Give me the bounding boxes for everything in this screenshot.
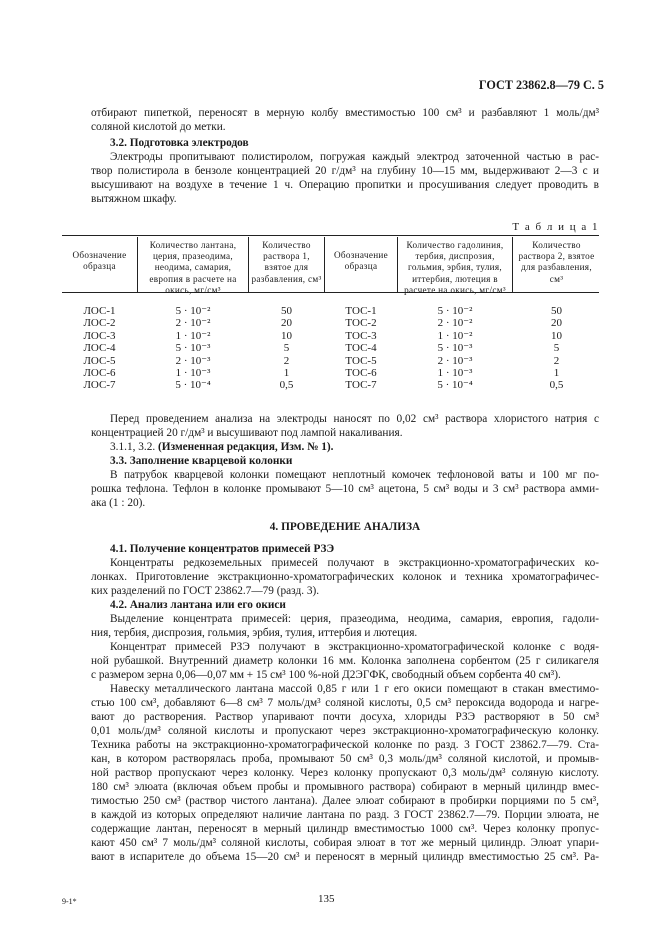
table-cell: 1 · 10⁻³ xyxy=(437,367,473,379)
text-line: Перед проведением анализа на электроды наносят по 0,02 см³ раствора хлористого натрия с xyxy=(110,413,599,425)
table-cell: 2 · 10⁻² xyxy=(437,317,473,330)
text-line: вают до растворения. Раствор упаривают почти досуха, хлориды РЗЭ растворяют в 50 см³ xyxy=(91,711,599,723)
table-header-cell: Обозначение образца xyxy=(333,250,389,272)
section-heading-4-2: 4.2. Анализ лантана или его окиси xyxy=(110,599,286,611)
table-cell: 1 xyxy=(553,367,560,379)
chapter-heading-4: 4. ПРОВЕДЕНИЕ АНАЛИЗА xyxy=(269,521,421,533)
text-line: отбирают пипеткой, переносят в мерную колбу вместимостью 100 см³ и разбавляют 1 моль/дм³ xyxy=(91,107,599,119)
text-line: ной рубашкой. Внутренний диаметр колонки 16 мм. Колонка заполнена сорбентом (25 г силикагеля xyxy=(91,655,599,667)
table-cell: 20 xyxy=(551,317,562,330)
table-cell: ТОС-5 xyxy=(345,354,377,367)
text-line: лонках. Приготовление экстракционно-хроматографических колонок и техника хроматографичес- xyxy=(91,571,599,583)
table-cell: ЛОС-3 xyxy=(83,329,116,342)
text-line: содержащие лантан, переносят в мерный цилиндр вместимостью 1000 см³. Через колонку пропус- xyxy=(91,823,599,835)
table-cell: 5 · 10⁻³ xyxy=(437,342,473,355)
text-line: Концентрат примесей РЗЭ получают в экстракционно-хроматографической колонке с водя- xyxy=(110,641,599,653)
table-cell: 2 xyxy=(553,354,560,367)
table-cell: ТОС-2 xyxy=(345,317,377,330)
text-line: в каждой из которых определяют наличие лантана по разд. 3 ГОСТ 23862.7—79. Порции элюата, не xyxy=(91,809,599,821)
table-cell: 2 · 10⁻² xyxy=(175,317,211,330)
table-cell: 50 xyxy=(551,305,562,317)
table-cell: 5 · 10⁻² xyxy=(175,305,211,317)
text-line: высушивают на воздухе в течение 1 ч. Операцию пропитки и просушивания следует проводить в xyxy=(91,179,599,191)
text-line: Электроды пропитывают полистиролом, погружая каждый электрод заточенной частью в рас- xyxy=(110,151,599,163)
table-cell: 5 · 10⁻² xyxy=(437,305,473,317)
table-cell: 2 · 10⁻³ xyxy=(175,354,211,367)
text-line: с размером зерна 0,06—0,07 мм + 15 см³ 100 %-ной Д2ЭГФК, свободный объем сорбента 40 см³). xyxy=(91,669,561,681)
section-heading-3-3: 3.3. Заполнение кварцевой колонки xyxy=(110,455,293,467)
text-line: соляной кислотой до метки. xyxy=(91,121,226,133)
page-number: 135 xyxy=(318,893,335,905)
text-line: твор полистирола в бензоле концентрацией 20 г/дм³ на глубину 10—15 мм, выдерживают 2—3 с и xyxy=(91,165,599,177)
section-heading-4-1: 4.1. Получение концентратов примесей РЗЭ xyxy=(110,543,335,555)
text-line: Навеску металлического лантана массой 0,85 г или 1 г его окиси помещают в стакан вместимо- xyxy=(110,683,599,695)
table-cell: 0,5 xyxy=(279,379,294,392)
text-line: кают 450 см³ 7 моль/дм³ соляной кислоты, собирая элюат в тот же мерный цилиндр. Элюат упари- xyxy=(91,837,599,849)
table-cell: ЛОС-6 xyxy=(83,367,116,379)
table-top-rule xyxy=(62,235,599,236)
text-line: Концентраты редкоземельных примесей получают в экстракционно-хроматографических ко- xyxy=(110,557,599,569)
text-line: вытяжном шкафу. xyxy=(91,193,177,205)
table-cell: ТОС-1 xyxy=(345,305,377,317)
table-header-cell: Количество раствора 2, взятое для разбавления, см³ xyxy=(518,240,595,284)
amendment-ref: 3.1.1, 3.2. xyxy=(110,441,156,453)
amendment-text: (Измененная редакция, Изм. № 1). xyxy=(158,441,334,453)
table-cell: ЛОС-5 xyxy=(83,354,116,367)
section-heading-3-2: 3.2. Подготовка электродов xyxy=(110,137,249,149)
table-header-cell: Количество гадолиния, тербия, диспрозия, гольмия, эрбия, тулия, иттербия, лютеция в расчете на окись, мг/см³ xyxy=(404,240,506,295)
table-column-divider xyxy=(248,237,249,292)
table-column-divider xyxy=(397,237,398,292)
table-cell: 1 · 10⁻² xyxy=(437,329,473,342)
table-cell: ЛОС-1 xyxy=(83,305,116,317)
table-cell: 5 · 10⁻⁴ xyxy=(437,379,473,392)
table-cell: 50 xyxy=(281,305,292,317)
table-header-cell: Обозначение образца xyxy=(72,250,127,272)
text-line: рошка тефлона. Тефлон в колонке промывают 5—10 см³ ацетона, 5 см³ воды и 3 см³ раствора амми- xyxy=(91,483,599,495)
text-line: В патрубок кварцевой колонки помещают неплотный комочек тефлоновой ваты и 100 мг по- xyxy=(110,469,599,481)
text-line: ной раствор пропускают через колонку. Через колонку пропускают 0,3 моль/дм³ соляную кислоту. xyxy=(91,767,599,779)
table-cell: 1 xyxy=(283,367,290,379)
table-cell: ЛОС-7 xyxy=(83,379,116,392)
text-line: стью 100 см³, добавляют 6—8 см³ 7 моль/дм³ соляной кислоты, 0,5 см³ пероксида водорода и нагре- xyxy=(91,697,599,709)
table-column-divider xyxy=(512,237,513,292)
table-cell: ТОС-3 xyxy=(345,329,377,342)
table-cell: ТОС-7 xyxy=(345,379,377,392)
amendment-note xyxy=(110,441,599,455)
text-line: тимостью 250 см³ (раствор чистого лантана). Далее элюат собирают в пробирки порциями по 5 см³, xyxy=(91,795,599,807)
table-header-cell: Количество раствора 1, взятое для разбавления, см³ xyxy=(251,240,322,284)
text-line: концентрацией 20 г/дм³ и высушивают под лампой накаливания. xyxy=(91,427,403,439)
table-cell: ЛОС-2 xyxy=(83,317,116,330)
table-cell: 2 · 10⁻³ xyxy=(437,354,473,367)
print-mark: 9-1* xyxy=(62,897,77,906)
text-line: 0,01 моль/дм³ соляной кислоты и пропускают через экстракционно-хроматографическую колонку. xyxy=(91,725,599,737)
table-cell: 5 · 10⁻⁴ xyxy=(175,379,211,392)
text-line: вают в испарителе до объема 15—20 см³ и переносят в мерный цилиндр вместимостью 25 см³. Ра- xyxy=(91,851,599,863)
table-cell: 1 · 10⁻³ xyxy=(175,367,211,379)
table-cell: 10 xyxy=(551,329,562,342)
table-cell: 0,5 xyxy=(549,379,564,392)
running-header: ГОСТ 23862.8—79 С. 5 xyxy=(478,78,604,92)
table-cell: 1 · 10⁻² xyxy=(175,329,211,342)
text-line: Выделение концентрата примесей: церия, празеодима, неодима, самария, европия, гадоли- xyxy=(110,613,599,625)
table-caption: Т а б л и ц а 1 xyxy=(512,221,599,233)
text-line: 180 см³ элюата (включая объем пробы и промывного раствора) собирают в мерный цилиндр вмес- xyxy=(91,781,599,793)
table-cell: ТОС-6 xyxy=(345,367,377,379)
text-line: ких разделений по ГОСТ 23862.7—79 (разд. 3). xyxy=(91,585,320,597)
table-cell: 2 xyxy=(283,354,290,367)
text-line: кан, в котором растворялась проба, промывают 50 см³ 0,3 моль/дм³ соляной кислотой, и промыв- xyxy=(91,753,599,765)
text-line: Техника работы на экстракционно-хроматографической колонке по разд. 3 ГОСТ 23862.7—79. Ста- xyxy=(91,739,599,751)
table-column-divider xyxy=(137,237,138,292)
text-line: ака (1 : 20). xyxy=(91,497,146,509)
table-cell: 20 xyxy=(281,317,292,330)
table-header-cell: Количество лантана, церия, празеодима, неодима, самария, европия в расчете на окись, мг/см³ xyxy=(149,240,237,295)
table-column-divider xyxy=(324,237,325,292)
text-line: ния, тербия, диспрозия, гольмия, эрбия, тулия, иттербия и лютеция. xyxy=(91,627,418,639)
table-cell: ТОС-4 xyxy=(345,342,377,355)
table-cell: ЛОС-4 xyxy=(83,342,116,355)
table-cell: 5 xyxy=(553,342,560,355)
table-cell: 5 xyxy=(283,342,290,355)
table-cell: 5 · 10⁻³ xyxy=(175,342,211,355)
table-cell: 10 xyxy=(281,329,292,342)
